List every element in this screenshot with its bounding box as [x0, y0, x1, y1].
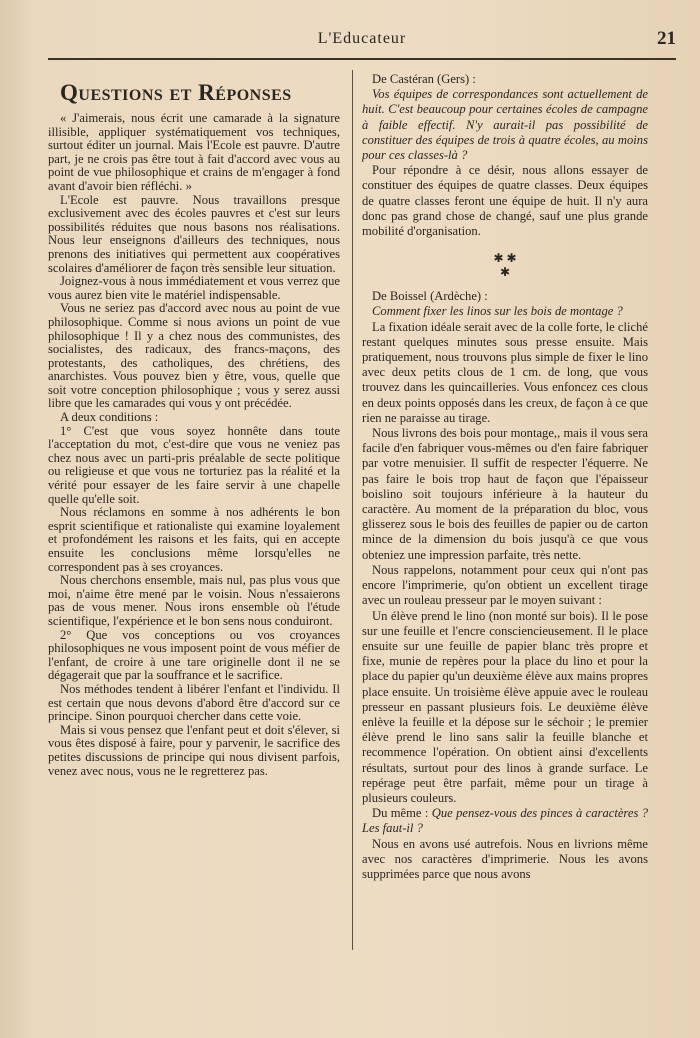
question-source: Du même : — [372, 806, 429, 821]
article-paragraph: L'Ecole est pauvre. Nous travaillons presque exclusivement avec des écoles pauvres et c'est sur leurs possibilités réduites que nous basons nos réalisations. Nous leur enseignons d'ailleurs des techniques, nous prenons des initiatives qui permettent aux coopératives scolaires d'améliorer de façon très sensible leur situation. — [48, 192, 340, 275]
header-rule — [48, 58, 676, 60]
question-source: De Castéran (Gers) : — [372, 72, 476, 86]
question-text: Vos équipes de correspondances sont actuellement de huit. C'est beaucoup pour certaines écoles de campagne à faible effectif. N'y aurait-il pas possibilité de constituer des équipes de trois à quatre écoles, au moins pour ces classes-là ? — [362, 87, 648, 163]
answer-paragraph: Nous en avons usé autrefois. Nous en livrions même avec nos caractères d'imprimerie. Nous les avons supprimées parce que nous avons — [362, 836, 648, 881]
question-text: Que pensez-vous des pinces à caractères ? Les faut-il ? — [362, 806, 649, 836]
question-line — [362, 806, 648, 836]
article-paragraph: Nos méthodes tendent à libérer l'enfant et l'individu. Il est certain que nous devons d'abord être d'accord sur ce principe. Sinon pourquoi chercher dans cette voie. — [48, 681, 340, 724]
article-paragraph: Nous cherchons ensemble, mais nul, pas plus vous que moi, n'aime être mené par le voisin. Nous n'essaierons pas de vous mener. Nous irons ensemble où l'étude scientifique, l'expérience et le bon sens nous conduiront. — [48, 573, 340, 628]
page-number: 21 — [657, 28, 676, 49]
column-divider — [352, 70, 353, 950]
running-title: L'Educateur — [317, 30, 407, 47]
question-text: Comment fixer les linos sur les bois de montage ? — [372, 304, 623, 319]
article-paragraph: A deux conditions : — [60, 410, 159, 425]
article-paragraph: Vous ne seriez pas d'accord avec nous au point de vue philosophique. Comme si nous avions un point de vue philosophique ! Il y a chez nous des communistes, des socialistes, des radicaux, des francs-maçons, des protestants, des catholiques, des chrétiens, des anarchistes. Vous pouvez bien y être, vous, quelle que soit votre conception philosophique ; vous y serez aussi libre que les camarades qui vous y ont précédée. — [48, 301, 340, 411]
article-paragraph: Nous réclamons en somme à nos adhérents le bon esprit scientifique et rationaliste qui examine loyalement et profondément les raisons et les faits, qui en accepte ensuite les conclusions même lorsqu'elles ne correspondent pas à ses croyances. — [48, 505, 340, 574]
section-separator: ✱ ✱ ✱ — [493, 251, 517, 280]
right-column — [362, 70, 648, 882]
left-column — [48, 70, 340, 778]
article-paragraph: Mais si vous pensez que l'enfant peut et doit s'élever, si vous êtes disposé à faire, pour y parvenir, le sacrifice des petites discussions de principe qui nous divisent parfois, venez avec nous, vous ne le regretterez pas. — [48, 722, 340, 778]
answer-paragraph: Nous rappelons, notamment pour ceux qui n'ont pas encore l'imprimerie, qu'on obtient un excellent tirage avec un rouleau presseur par le moyen suivant : — [362, 562, 648, 608]
answer-paragraph: Un élève prend le lino (non monté sur bois). Il le pose sur une feuille et l'encre consciencieusement. Il le place ensuite sur une feuille de papier blanc très propre et fixe, munie de repères pour la place du lino et pour la place du papier qu'un deuxième élève aux mains propres place ensuite. Un troisième élève appuie avec le rouleau presseur en passant plusieurs fois. Le deuxième élève enlève la feuille et la dépose sur le séchoir ; le premier élève prend le lino sans salir la feuille blanche et recommence l'opération. On obtient ainsi d'excellents résultats, surtout pour des linos à grande surface. Le repérage peut être parfait, même pour un tirage à plusieurs couleurs. — [362, 608, 648, 805]
article-paragraph: 1° C'est que vous soyez honnête dans toute l'acceptation du mot, c'est-dire que vous ne veniez pas chez nous avec un parti-pris préalable de secte politique ou religieuse et que vous ne torturiez pas la réalité et la vérité pour essayer de les faire servir à une chapelle quelle qu'elle soit. — [48, 423, 340, 506]
answer-paragraph: Pour répondre à ce désir, nous allons essayer de constituer des équipes de quatre classes. Deux équipes de quatre classes feront une équipe de huit. Il n'y aura donc pas grand chose de changé, sauf une plus grande mobilité d'organisation. — [362, 163, 648, 239]
article-paragraph: 2° Que vos conceptions ou vos croyances philosophiques ne vous imposent point de vous méfier de l'enfant, de croire à une tare originelle dont il ne se dégagerait que par la souffrance et le sacrifice. — [48, 627, 340, 683]
answer-paragraph: La fixation idéale serait avec de la colle forte, le cliché restant quelques minutes sous presse ensuite. Mais pratiquement, nous trouvons plus simple de fixer le lino avec deux petits clous de 1 cm. de long, que vous trouvez dans les quincailleries. Vous enfoncez ces clous en deux points opposés dans les creux, de façon à ce que rien ne paraisse au tirage. — [362, 319, 648, 425]
question-source: De Boissel (Ardèche) : — [372, 289, 488, 304]
answer-paragraph: Nous livrons des bois pour montage,, mais il vous sera facile d'en fabriquer vous-mêmes ou d'en faire fabriquer par votre menuisier. Il suffit de respecter l'équerre. Ne pas faire le bois trop haut de façon que l'épaisseur boislino soit toujours inférieure à la hauteur du caractère. Au moment de la préparation du bloc, vous glisserez sous le bois des feuilles de papier ou de carton mince de la dimension du bois jusqu'à ce que vous obteniez une impression parfaite, très nette. — [362, 426, 648, 562]
article-heading: Questions et Réponses — [60, 80, 292, 105]
page-header — [48, 30, 676, 54]
article-paragraph: « J'aimerais, nous écrit une camarade à la signature illisible, appliquer systématiquement vos techniques, surtout éditer un journal. Mais l'Ecole est pauvre. D'autre part, je ne crois pas être tout à fait d'accord avec vous au point de vue philosophique et crains de m'engager à fond avant d'avoir bien réfléchi. » — [48, 111, 340, 193]
article-paragraph: Joignez-vous à nous immédiatement et vous verrez que vous aurez bien vite le matériel indispensable. — [48, 274, 340, 302]
